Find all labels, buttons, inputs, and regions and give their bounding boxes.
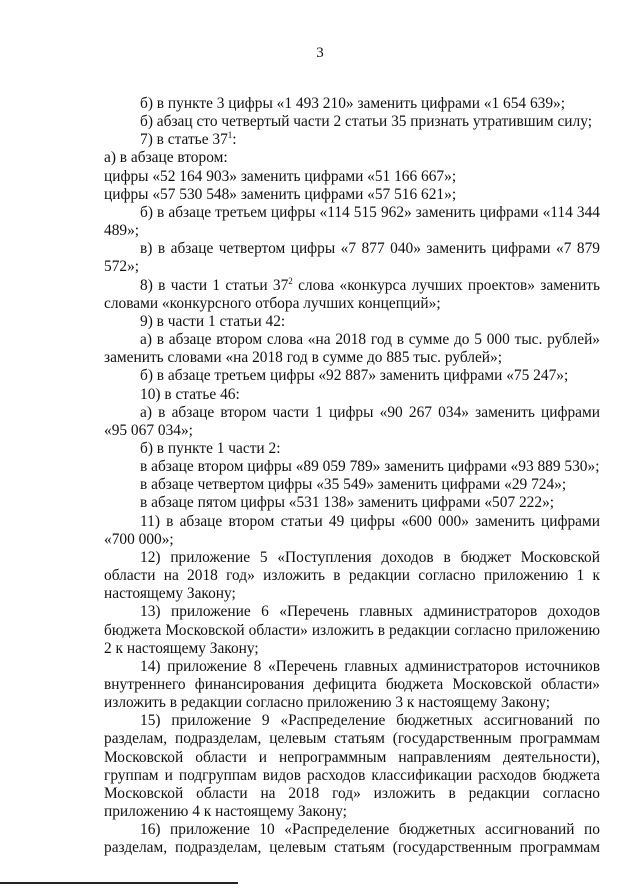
paragraph: б) в пункте 3 цифры «1 493 210» заменить цифрами «1 654 639»; xyxy=(140,95,566,112)
paragraph: б) абзац сто четвертый части 2 статьи 35 признать утратившим силу; xyxy=(140,113,592,131)
paragraph: 12) приложение 5 «Поступления доходов в бюджет Московской области на 2018 год» изложить в редакции согласно приложению 1 к настоящему Закону; xyxy=(104,548,600,603)
paragraph: 14) приложение 8 «Перечень главных администраторов источников внутреннего финансирования дефицита бюджета Московской области» изложить в редакции согласно приложению 3 к настоящему Закону; xyxy=(104,657,600,712)
paragraph: 8) в части 1 статьи $37^2$ слова «конкурса лучших проектов» заменить словами «конкурсного отбора лучших концепций»; xyxy=(104,275,600,312)
paragraph: а) в абзаце втором: xyxy=(104,149,228,167)
paragraph: а) в абзаце втором слова «на 2018 год в сумме до 5 000 тыс. рублей» заменить словами «на 2018 год в сумме до 885 тыс. рублей»; xyxy=(104,331,600,367)
page-number: 3 xyxy=(316,45,324,61)
bottom-rule xyxy=(0,882,238,884)
paragraph: 9) в части 1 статьи 42: xyxy=(140,312,286,330)
paragraph: в абзаце пятом цифры «531 138» заменить цифрами «507 222»; xyxy=(140,494,555,512)
paragraph: 7) в статье $37^1$: xyxy=(140,130,237,149)
paragraph: цифры «52 164 903» заменить цифрами «51 166 667»; xyxy=(104,167,457,185)
paragraph: в абзаце втором цифры «89 059 789» заменить цифрами «93 889 530»; xyxy=(140,458,600,476)
paragraph: 15) приложение 9 «Распределение бюджетных ассигнований по разделам, подразделам, целевым статьям (государственным программам Московской области и непрограммным направлениям деятельности), группам и подгруппам видов расходов классификации расходов бюджета Московской области на 2018 год» изложить в редакции согласно приложению 4 к настоящему Закону; xyxy=(104,712,600,821)
paragraph: в) в абзаце четвертом цифры «7 877 040» заменить цифрами «7 879 572»; xyxy=(104,240,600,276)
paragraph: б) в абзаце третьем цифры «92 887» заменить цифрами «75 247»; xyxy=(140,367,569,385)
paragraph: б) в абзаце третьем цифры «114 515 962» заменить цифрами «114 344 489»; xyxy=(104,203,600,240)
document-body xyxy=(104,95,600,858)
paragraph: цифры «57 530 548» заменить цифрами «57 516 621»; xyxy=(104,185,457,203)
paragraph: а) в абзаце втором части 1 цифры «90 267 034» заменить цифрами «95 067 034»; xyxy=(104,403,600,439)
paragraph: 16) приложение 10 «Распределение бюджетных ассигнований по разделам, подразделам, целевым статьям (государственным программам xyxy=(104,821,600,857)
paragraph: в абзаце четвертом цифры «35 549» заменить цифрами «29 724»; xyxy=(140,476,567,494)
paragraph: 13) приложение 6 «Перечень главных администраторов доходов бюджета Московской области» изложить в редакции согласно приложению 2 к настоящему Закону; xyxy=(104,603,600,657)
paragraph: 10) в статье 46: xyxy=(140,385,240,403)
paragraph: б) в пункте 1 части 2: xyxy=(140,439,281,457)
paragraph: 11) в абзаце втором статьи 49 цифры «600 000» заменить цифрами «700 000»; xyxy=(104,512,600,548)
